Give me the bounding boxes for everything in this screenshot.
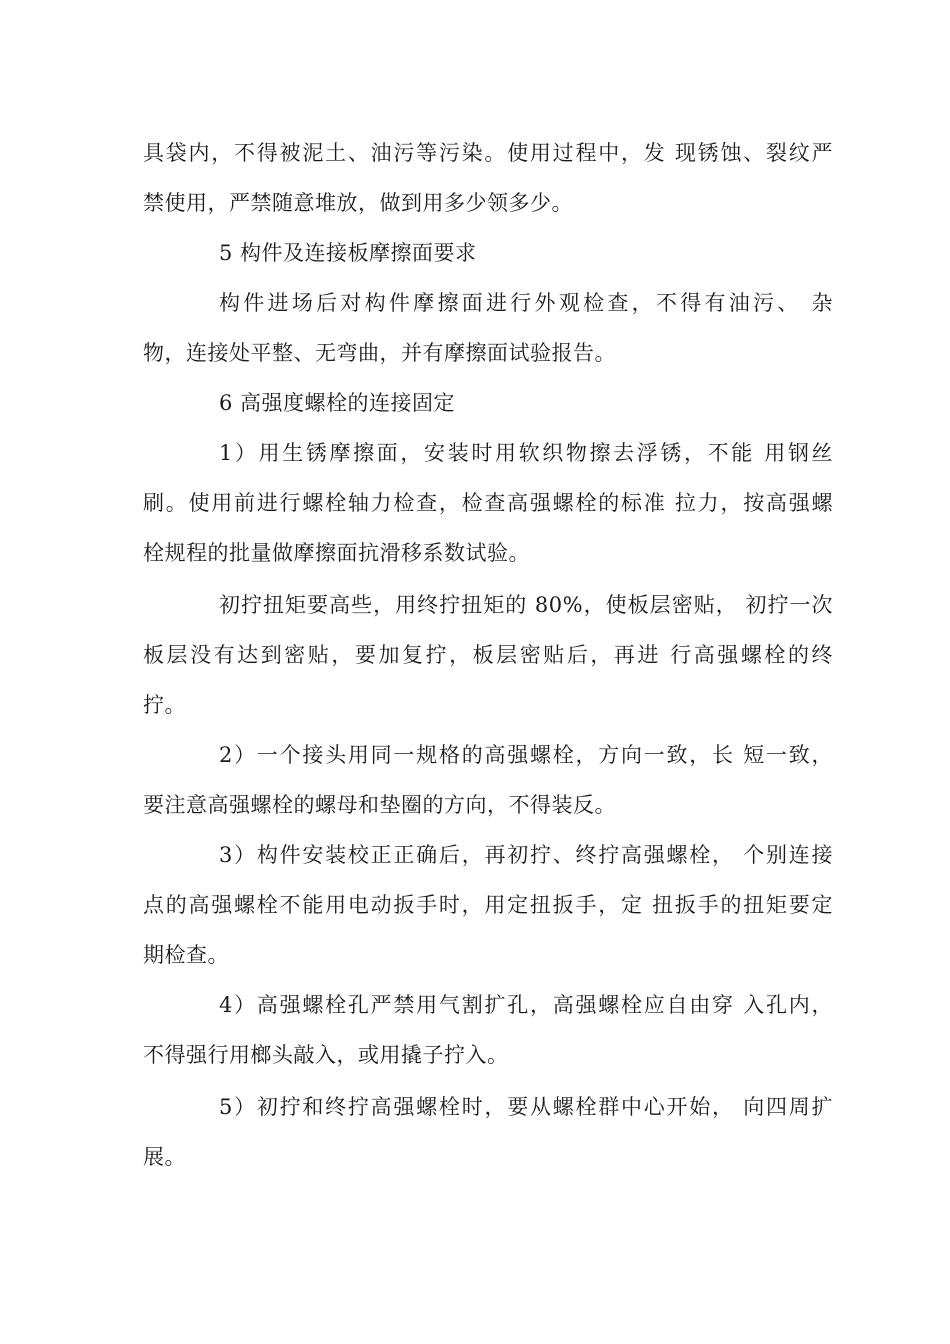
text-line: 刷。使用前进行螺栓轴力检查，检查高强螺栓的标准 拉力，按高强螺 [143,491,833,515]
text-line: 初拧扭矩要高些，用终拧扭矩的 80%，使板层密贴， 初拧一次 [219,593,833,617]
text-line: 要注意高强螺栓的螺母和垫圈的方向，不得装反。 [143,793,616,817]
text-line: 4）高强螺栓孔严禁用气割扩孔，高强螺栓应自由穿 入孔内， [219,993,833,1017]
text-line: 期检查。 [143,943,229,967]
section-heading: 5 构件及连接板摩擦面要求 [219,241,477,265]
text-line: 构件进场后对构件摩擦面进行外观检查，不得有油污、 杂 [219,291,833,315]
text-line: 具袋内，不得被泥土、油污等污染。使用过程中，发 现锈蚀、裂纹严 [143,141,833,165]
text-line: 5）初拧和终拧高强螺栓时，要从螺栓群中心开始， 向四周扩 [219,1095,833,1119]
text-line: 物，连接处平整、无弯曲，并有摩擦面试验报告。 [143,341,616,365]
text-line: 1）用生锈摩擦面，安装时用软织物擦去浮锈，不能 用钢丝 [219,441,833,465]
text-line: 点的高强螺栓不能用电动扳手时，用定扭扳手，定 扭扳手的扭矩要定 [143,893,833,917]
section-heading: 6 高强度螺栓的连接固定 [219,391,456,415]
text-line: 栓规程的批量做摩擦面抗滑移系数试验。 [143,541,530,565]
text-line: 展。 [143,1145,186,1169]
text-line: 拧。 [143,693,186,717]
text-line: 2）一个接头用同一规格的高强螺栓，方向一致，长 短一致， [219,743,833,767]
text-line: 不得强行用榔头敲入，或用撬子拧入。 [143,1043,509,1067]
text-line: 禁使用，严禁随意堆放，做到用多少领多少。 [143,191,573,215]
text-line: 板层没有达到密贴，要加复拧，板层密贴后，再进 行高强螺栓的终 [143,643,833,667]
text-line: 3）构件安装校正正确后，再初拧、终拧高强螺栓， 个别连接 [219,843,833,867]
